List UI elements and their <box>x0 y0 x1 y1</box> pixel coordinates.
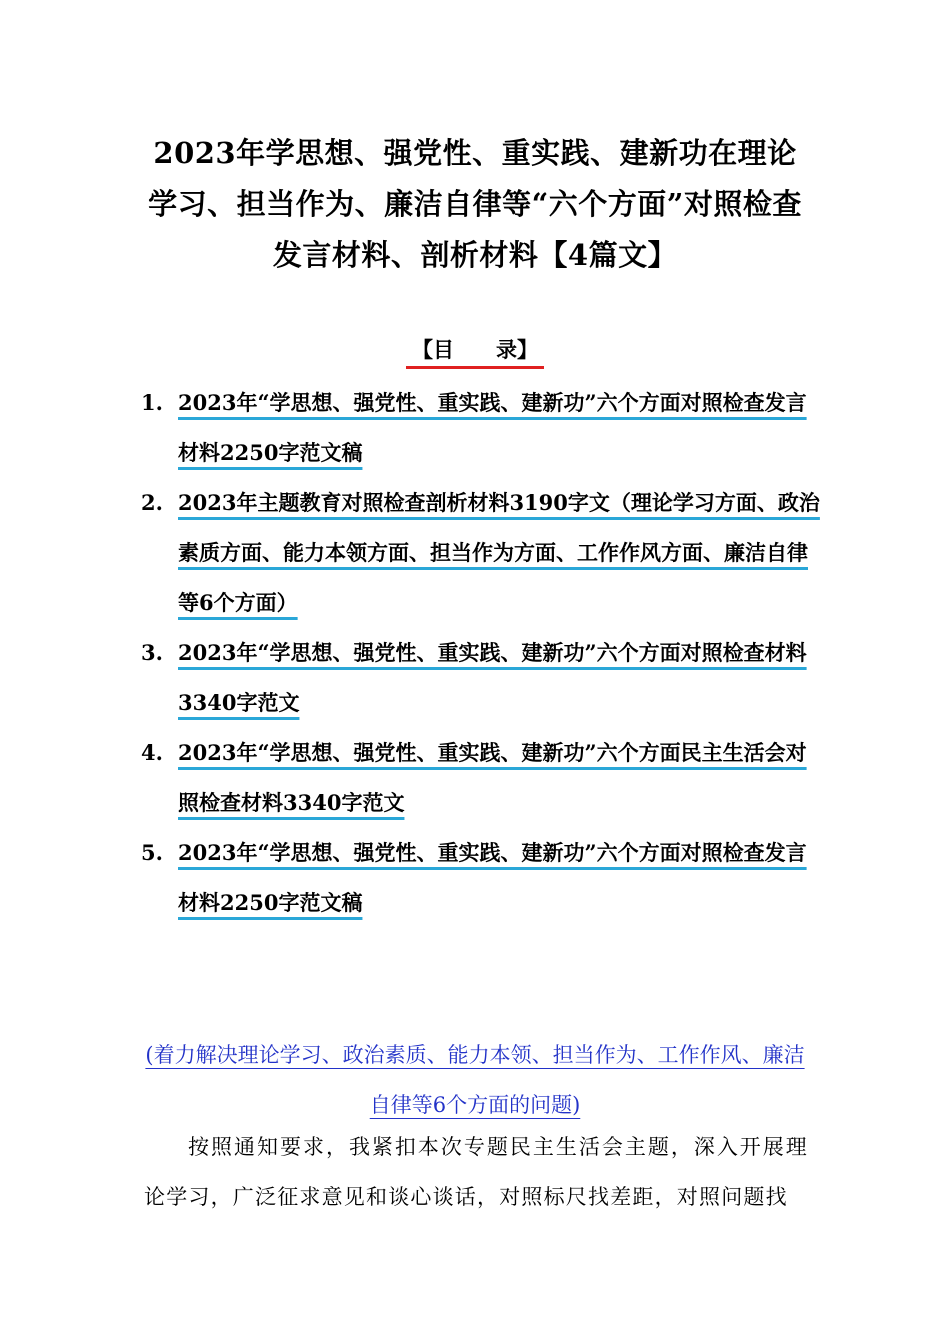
toc-item-link[interactable]: 2023年“学思想、强党性、重实践、建新功”六个方面对照检查发言材料2250字范文稿 <box>178 840 807 915</box>
body-paragraph: 按照通知要求，我紧扣本次专题民主生活会主题，深入开展理论学习，广泛征求意见和谈心谈话，对照标尺找差距，对照问题找 <box>144 1135 808 1209</box>
toc-item[interactable] <box>141 478 821 628</box>
toc-item[interactable] <box>141 728 821 828</box>
document-title: 2023年学思想、强党性、重实践、建新功在理论学习、担当作为、廉洁自律等“六个方面”对照检查发言材料、剖析材料【4篇文】 <box>148 136 802 272</box>
toc-item[interactable] <box>141 378 821 478</box>
toc-item[interactable] <box>141 628 821 728</box>
toc-item-link[interactable]: 2023年“学思想、强党性、重实践、建新功”六个方面民主生活会对照检查材料3340字范文 <box>178 740 807 815</box>
toc-item[interactable] <box>141 828 821 928</box>
toc-item-number: 3. <box>141 640 163 665</box>
toc-item-link[interactable]: 2023年“学思想、强党性、重实践、建新功”六个方面对照检查发言材料2250字范文稿 <box>178 390 807 465</box>
toc-item-number: 1. <box>141 390 163 415</box>
table-of-contents <box>141 378 821 928</box>
toc-heading-container <box>0 335 950 369</box>
toc-item-link[interactable]: 2023年主题教育对照检查剖析材料3190字文（理论学习方面、政治素质方面、能力本领方面、担当作为方面、工作作风方面、廉洁自律等6个方面） <box>178 490 820 615</box>
toc-item-number: 2. <box>141 490 163 515</box>
toc-item-number: 5. <box>141 840 163 865</box>
toc-heading: 【目 录】 <box>406 335 544 369</box>
section-subtitle: (着力解决理论学习、政治素质、能力本领、担当作为、工作作风、廉洁自律等6个方面的问题) <box>145 1043 805 1117</box>
toc-item-link[interactable]: 2023年“学思想、强党性、重实践、建新功”六个方面对照检查材料3340字范文 <box>178 640 807 715</box>
toc-item-number: 4. <box>141 740 163 765</box>
